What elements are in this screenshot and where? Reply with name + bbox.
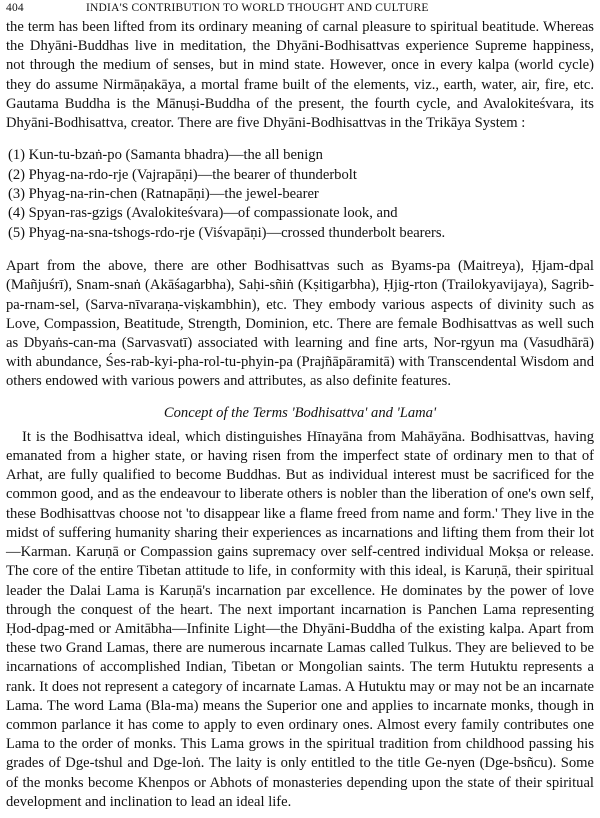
paragraph-1: the term has been lifted from its ordinary meaning of carnal pleasure to spiritual beatitude. Whereas the Dhyāni-Buddhas live in meditation, the Dhyāni-Bodhisattvas experience Supreme happiness, not through the medium of senses, but in mind state. However, once in every kalpa (world cycle) they do assume Nirmāṇakāya, a mortal frame built of the elements, viz., earth, water, air, fire, etc. Gautama Buddha is the Mānuṣi-Buddha of the present, the fourth cycle, and Avalokiteśvara, its Dhyāni-Bodhisattva, creator. There are five Dhyāni-Bodhisattvas in the Trikāya System :	[6, 19, 594, 132]
running-title: INDIA'S CONTRIBUTION TO WORLD THOUGHT AND CULTURE	[86, 2, 429, 14]
section-title: Concept of the Terms 'Bodhisattva' and 'Lama'	[163, 404, 437, 421]
list-item: (5) Phyag-na-sna-tshogs-rdo-rje (Viśvapāṇi)—crossed thunderbolt bearers.	[8, 224, 446, 241]
paragraph-2: Apart from the above, there are other Bodhisattvas such as Byams-pa (Maitreya), Ḥjam-dpal (Mañjuśrī), Snam-snaṅ (Akāśagarbha), Saḥi-sñiṅ (Kṣitigarbha), Ḥjig-rton (Trailokyavijaya), Sagrib-pa-rnam-sel, (Sarva-nīvaraṇa-viṣkambhin), etc. They embody various aspects of divinity such as Love, Compassion, Beatitude, Strength, Dominion, etc. There are female Bodhisattvas as well such as Dbyaṅs-can-ma (Sarvasvatī) associated with learning and fine arts, Nor-rgyun ma (Vasudhārā) with abundance, Śes-rab-kyi-pha-rol-tu-phyin-pa (Prajñāpāramitā) with Transcendental Wisdom and others endowed with various powers and attributes, as also definite features.	[6, 258, 594, 390]
paragraph-3: It is the Bodhisattva ideal, which distinguishes Hīnayāna from Mahāyāna. Bodhisattvas, having emanated from a higher state, or having risen from the imperfect state of ordinary men to that of Arhat, are fully qualified to become Buddhas. But as individual interest must be sacrificed for the common good, and as the endeavour to liberate others is nobler than the liberation of one's own self, these Bodhisattvas choose not 'to disappear like a flame freed from name and form.' They live in the midst of suffering humanity sharing their experiences as incarnations and lifting them from their lot—Karman. Karuṇā or Compassion gains supremacy over self-centred individual Mokṣa or release. The core of the entire Tibetan attitude to life, in conformity with this ideal, is Karuṇā, their spiritual leader the Dalai Lama is Karuṇā's incarnation par excellence. He dominates by the power of love through the conquest of the heart. The next important incarnation is Panchen Lama representing Ḥod-dpag-med or Amitābha—Infinite Light—the Dhyāni-Buddha of the existing kalpa. Apart from these two Grand Lamas, there are numerous incarnate Lamas called Tulkus. They are believed to be incarnations of accomplished Indian, Tibetan or Mongolian saints. The term Hutuktu represents a rank. It does not represent a category of incarnate Lamas. A Hutuktu may or may not be an incarnate Lama. The word Lama (Bla-ma) means the Superior one and applies to incarnate monks, though in common parlance it has come to apply to even ordinary ones. Almost every family contributes one Lama to the order of monks. This Lama grows in the spiritual tradition from childhood passing his grades of Dge-tshul and Dge-loṅ. The laity is only entitled to the title Ge-nyen (Dge-bsñcu). Some of the monks become Khenpos or Abhots of monasteries depending upon the state of their spiritual development and inclination to lead an ideal life.	[6, 428, 594, 810]
body-text	[6, 18, 594, 812]
list-item: (4) Spyan-ras-gzigs (Avalokiteśvara)—of compassionate look, and	[8, 205, 398, 222]
list-item: (3) Phyag-na-rin-chen (Ratnapāṇi)—the jewel-bearer	[8, 186, 319, 203]
bodhisattva-list	[8, 146, 594, 243]
page-number: 404	[6, 2, 24, 14]
list-item: (2) Phyag-na-rdo-rje (Vajrapāṇi)—the bearer of thunderbolt	[8, 166, 357, 183]
list-item: (1) Kun-tu-bzaṅ-po (Samanta bhadra)—the all benign	[8, 147, 323, 164]
running-head	[6, 2, 596, 18]
